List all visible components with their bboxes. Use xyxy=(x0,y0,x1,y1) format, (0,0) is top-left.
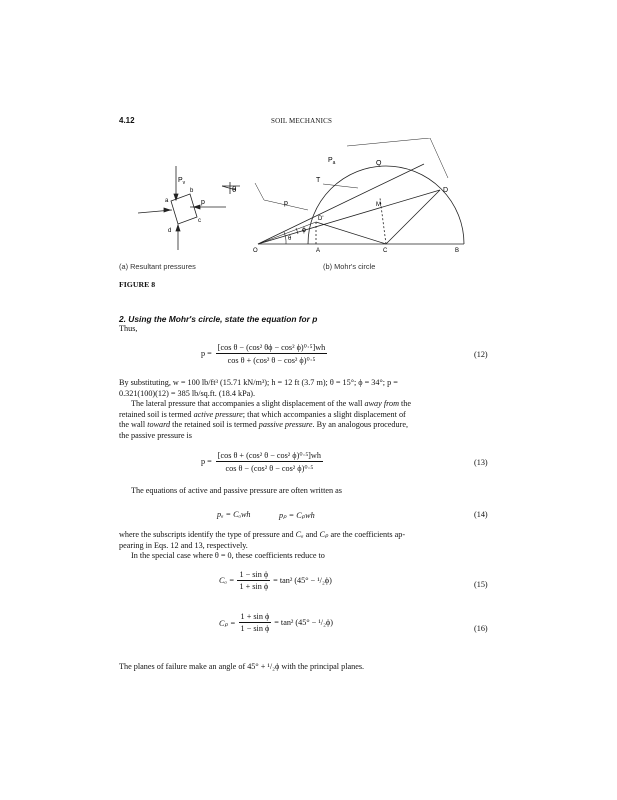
label-d: d xyxy=(168,228,172,234)
label-theta-a: θ xyxy=(232,185,237,194)
eq16-lhs: Cₚ = xyxy=(219,618,236,628)
label-p-a: p xyxy=(201,199,205,206)
page-number: 4.12 xyxy=(119,116,135,125)
pa-dimension xyxy=(347,138,430,146)
label-c-point: C xyxy=(383,248,388,254)
mohr-semicircle xyxy=(308,166,464,244)
equation-15 xyxy=(219,570,332,591)
label-m: M xyxy=(376,202,381,208)
stress-element-square xyxy=(171,194,197,224)
paragraph-subscripts xyxy=(119,530,491,562)
para3-line2: pearing in Eqs. 12 and 13, respectively. xyxy=(119,540,248,550)
equation-13 xyxy=(201,450,323,473)
label-d-point: D xyxy=(443,187,449,194)
paragraph-often-written: The equations of active and passive pressure are often written as xyxy=(131,486,342,495)
line-dprime-c xyxy=(316,222,386,244)
label-b-point: B xyxy=(455,248,460,254)
eq13-numerator: [cos θ + (cos² θ − cos² ϕ)⁰·⁵]wh xyxy=(217,451,321,460)
equation-12 xyxy=(201,342,327,365)
figure-b-mohr-circle xyxy=(255,138,464,244)
eq16-numerator: 1 + sin ϕ xyxy=(240,612,270,621)
eq14-active: pₐ = Cₐwh xyxy=(217,510,251,519)
label-a-point: A xyxy=(316,248,321,254)
eq15-denominator: 1 + sin ϕ xyxy=(239,582,269,591)
label-pv: $P_v$ xyxy=(178,177,186,186)
line-o-q xyxy=(258,164,424,244)
paragraph-planes-of-failure: The planes of failure make an angle of 45° + ¹/₂ϕ with the principal planes. xyxy=(119,662,365,671)
eq13-number: (13) xyxy=(474,458,488,467)
eq12-number: (12) xyxy=(474,350,488,359)
label-pa: $P_a$ xyxy=(328,157,336,166)
p-dimension xyxy=(255,183,264,200)
eq15-number: (15) xyxy=(474,580,488,589)
label-dprime: D' xyxy=(318,216,324,222)
caption-a: (a) Resultant pressures xyxy=(119,262,196,271)
para3-line3: In the special case where θ = 0, these coefficients reduce to xyxy=(131,551,325,561)
label-b: b xyxy=(190,188,194,194)
figure-label: FIGURE 8 xyxy=(119,280,156,289)
eq16-number: (16) xyxy=(474,624,488,633)
eq15-rhs: = tan² (45° − ¹/₂ϕ) xyxy=(273,576,332,585)
running-title: SOIL MECHANICS xyxy=(271,117,333,125)
caption-b: (b) Mohr's circle xyxy=(323,262,376,271)
para1-line5: the wall toward the retained soil is termed passive pressure. By an analogous procedure, xyxy=(119,420,409,430)
para1-line4: retained soil is termed active pressure; that which accompanies a slight displacement of xyxy=(119,409,406,419)
eq14-passive: pₚ = Cₚwh xyxy=(279,511,315,520)
section-intro: Thus, xyxy=(119,324,138,333)
section-heading: 2. Using the Mohr's circle, state the equation for p xyxy=(119,314,318,324)
eq13-denominator: cos θ − (cos² θ − cos² ϕ)⁰·⁵ xyxy=(225,464,314,473)
eq13-lhs: p = xyxy=(201,457,212,466)
eq14-number: (14) xyxy=(474,510,488,519)
figure-8-drawing xyxy=(118,138,488,274)
para1-line6: the passive pressure is xyxy=(119,430,192,440)
para1-line3: The lateral pressure that accompanies a slight displacement of the wall away from the xyxy=(131,399,412,409)
eq15-lhs: Cₐ = xyxy=(219,576,235,585)
eq12-lhs: p = xyxy=(201,349,212,358)
eq16-denominator: 1 − sin ϕ xyxy=(240,624,270,633)
paragraph-substitution xyxy=(119,378,491,442)
para1-line2: 0.321(100)(12) = 385 lb/sq.ft. (18.4 kPa). xyxy=(119,388,256,398)
label-q: Q xyxy=(376,160,382,167)
para1-line1: By substituting, w = 100 lb/ft³ (15.71 kN/m³); h = 12 ft (3.7 m); θ = 15°; ϕ = 34°; p = xyxy=(119,378,398,387)
eq12-numerator: [cos θ − (cos² θϕ − cos² ϕ)⁰·⁵]wh xyxy=(217,343,326,352)
para3-line1: where the subscripts identify the type of pressure and Cₐ and Cₚ are the coefficients ap- xyxy=(119,530,406,539)
label-t: T xyxy=(316,177,321,184)
label-o: O xyxy=(253,248,258,254)
label-theta-b: θ xyxy=(288,236,292,242)
eq15-numerator: 1 − sin ϕ xyxy=(239,570,269,579)
label-phi: ϕ xyxy=(302,227,306,234)
figure-a-element xyxy=(138,166,240,250)
eq12-denominator: cos θ + (cos² θ − cos² ϕ)⁰·⁵ xyxy=(227,356,316,365)
eq16-rhs: = tan² (45° − ¹/₂ϕ) xyxy=(274,618,333,627)
label-c: c xyxy=(198,218,201,224)
label-p-b: p xyxy=(284,200,288,207)
equation-16 xyxy=(219,612,333,633)
label-a: a xyxy=(165,198,169,204)
